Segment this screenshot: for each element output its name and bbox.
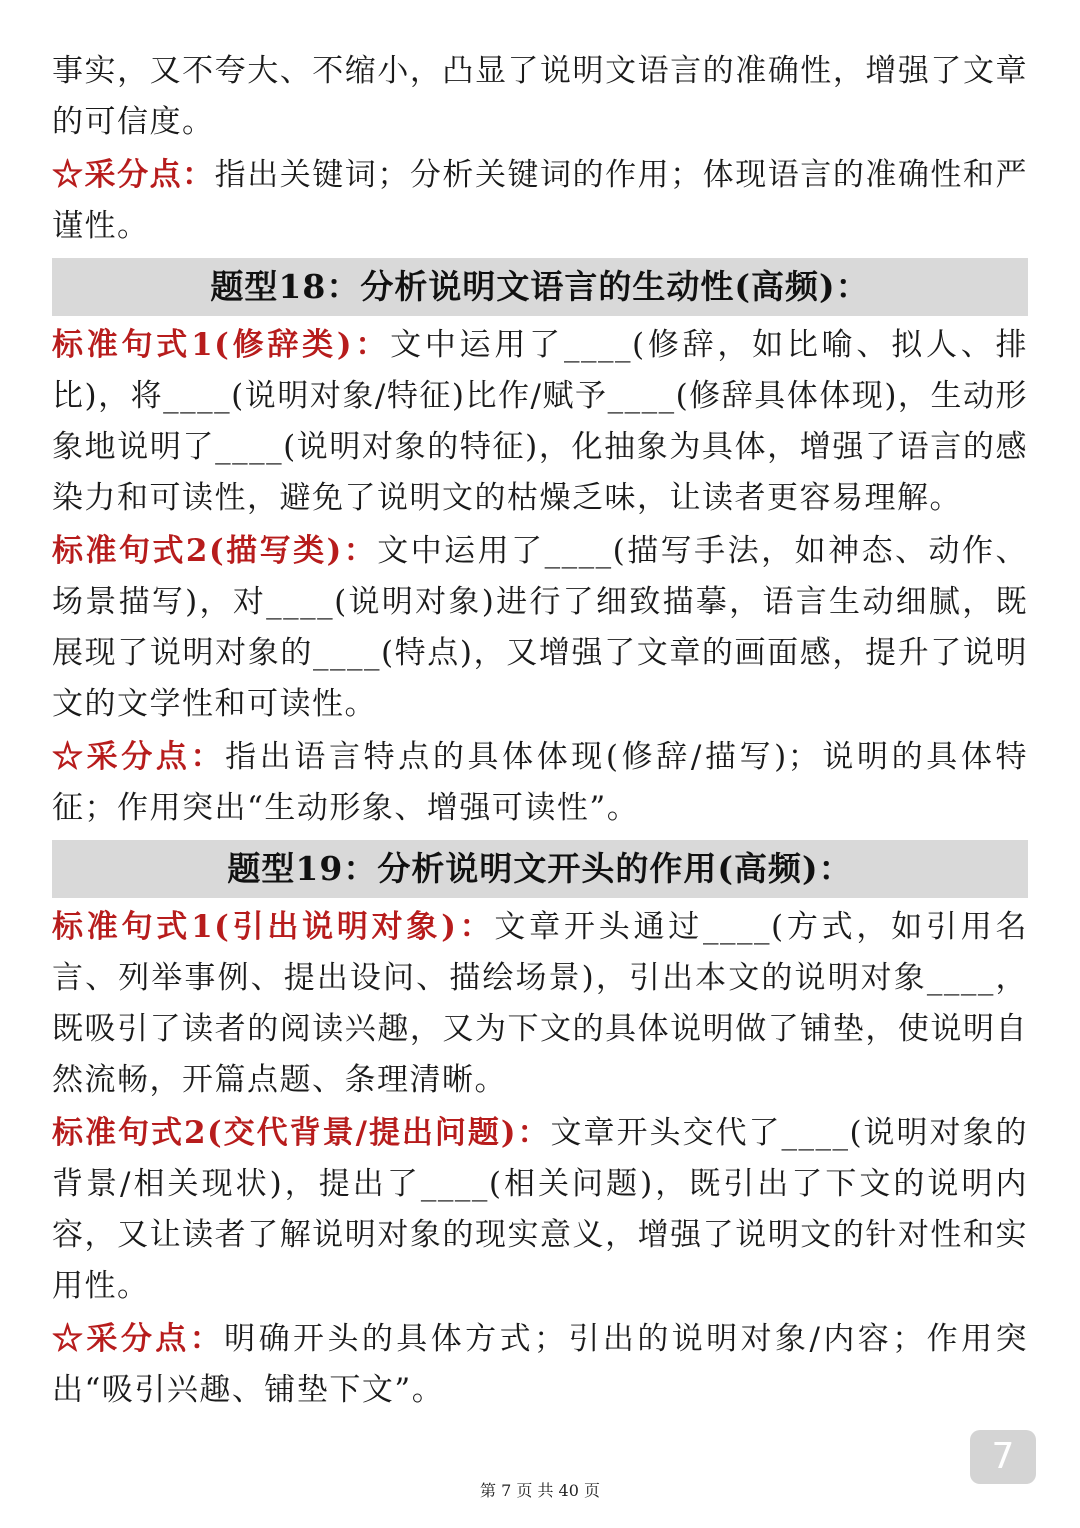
pattern-text: 文章开头交代了____(说明对象的背景/相关现状)，提出了____(相关问题)，既引出了下文的说明内容，又让读者了解说明对象的现实意义，增强了说明文的针对性和实用性。 bbox=[52, 1115, 1028, 1304]
section-19-heading: 题型19：分析说明文开头的作用(高频)： bbox=[52, 840, 1028, 898]
scoring-point-text: 明确开头的具体方式；引出的说明对象/内容；作用突出“吸引兴趣、铺垫下文”。 bbox=[52, 1321, 1028, 1408]
pattern-label: 标准句式1(引出说明对象)： bbox=[52, 909, 495, 945]
scoring-point-label: ☆采分点： bbox=[52, 157, 215, 193]
pattern-text: 文中运用了____(修辞，如比喻、拟人、排比)，将____(说明对象/特征)比作/赋予____(修辞具体体现)，生动形象地说明了____(说明对象的特征)，化抽象为具体，增强了语言的感染力和可读性，避免了说明文的枯燥乏味，让读者更容易理解。 bbox=[52, 327, 1029, 516]
page-number-badge: 7 bbox=[970, 1430, 1036, 1484]
document-body bbox=[52, 46, 1028, 1418]
scoring-point-text: 指出语言特点的具体体现(修辞/描写)；说明的具体特征；作用突出“生动形象、增强可读性”。 bbox=[52, 739, 1028, 826]
intro-paragraph bbox=[52, 46, 1028, 148]
intro-text: 事实，又不夸大、不缩小，凸显了说明文语言的准确性，增强了文章的可信度。 bbox=[52, 53, 1028, 140]
section-19-scoring-point bbox=[52, 1314, 1028, 1416]
scoring-point-label: ☆采分点： bbox=[52, 1321, 225, 1357]
section-18-scoring-point bbox=[52, 732, 1028, 834]
pattern-label: 标准句式2(描写类)： bbox=[52, 533, 378, 569]
section-18-pattern-1 bbox=[52, 320, 1028, 524]
scoring-point-label: ☆采分点： bbox=[52, 739, 226, 775]
pattern-label: 标准句式2(交代背景/提出问题)： bbox=[52, 1115, 551, 1151]
pattern-label: 标准句式1(修辞类)： bbox=[52, 327, 391, 363]
scoring-point-paragraph bbox=[52, 150, 1028, 252]
pattern-text: 文中运用了____(描写手法，如神态、动作、场景描写)，对____(说明对象)进行了细致描摹，语言生动细腻，既展现了说明对象的____(特点)，又增强了文章的画面感，提升了说明文的文学性和可读性。 bbox=[52, 533, 1028, 722]
page-footer: 第 7 页 共 40 页 bbox=[480, 1481, 600, 1500]
section-19-pattern-2 bbox=[52, 1108, 1028, 1312]
section-19-pattern-1 bbox=[52, 902, 1028, 1106]
scoring-point-text: 指出关键词；分析关键词的作用；体现语言的准确性和严谨性。 bbox=[52, 157, 1028, 244]
pattern-text: 文章开头通过____(方式，如引用名言、列举事例、提出设问、描绘场景)，引出本文的说明对象____，既吸引了读者的阅读兴趣，又为下文的具体说明做了铺垫，使说明自然流畅，开篇点题、条理清晰。 bbox=[52, 909, 1028, 1098]
section-18-pattern-2 bbox=[52, 526, 1028, 730]
section-18-heading: 题型18：分析说明文语言的生动性(高频)： bbox=[52, 258, 1028, 316]
